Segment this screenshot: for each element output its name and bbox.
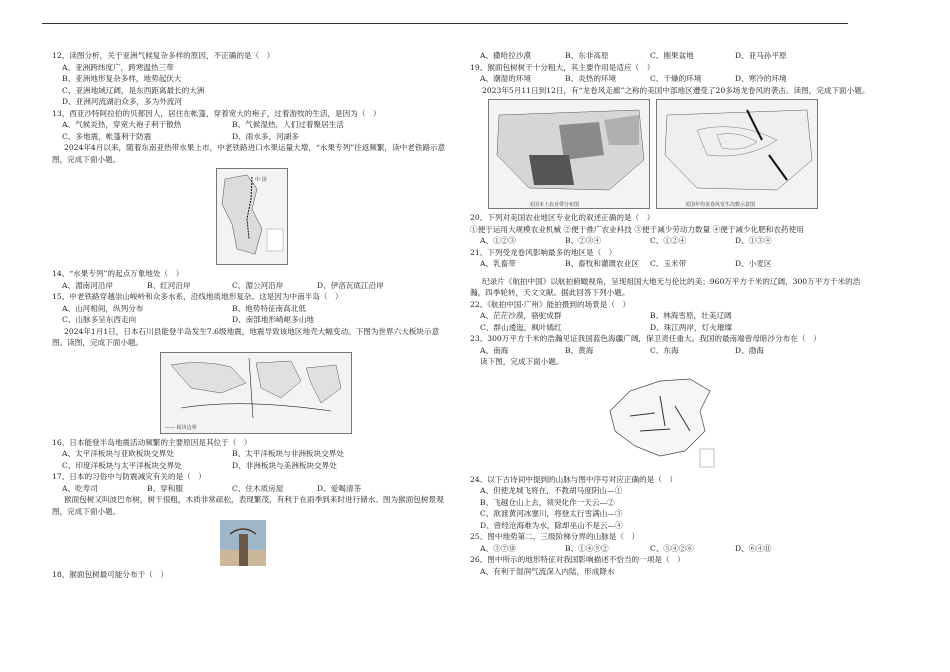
q16-option-c: C、印度洋板块与太平洋板块交界处	[62, 460, 182, 470]
q13-options-row2	[52, 131, 452, 143]
q13-option-a: A、气候炎热，穿宽大袍子利于散热	[62, 120, 182, 129]
q12-option-a: A、亚洲跨纬度广，跨寒温热三带	[62, 62, 174, 72]
q23-stem: 23、300万平方千米的浩瀚见证我国蓝色海疆广阔，保卫责任重大。我国的最南端曾母暗沙分布在（ ）	[470, 334, 821, 343]
q24-option-d: D、曾经沧海难为水，除却巫山不是云—④	[480, 520, 623, 530]
us-maps-row	[488, 99, 870, 209]
baobab-tree-photo	[220, 520, 266, 566]
q19-option-d: D、寒冷的环境	[735, 74, 787, 83]
q13-stem: 13、西亚沙特阿拉伯的贝都因人，居住在帐篷，穿着宽大的袍子，过着游牧的生活，是因为（ ）	[52, 108, 381, 118]
q19-options	[470, 73, 870, 85]
header-rule	[42, 23, 848, 24]
q13-option-b: B、气候湿热，人们过着聚居生活	[232, 120, 344, 129]
q25-stem: 25、图中地势第二、三级阶梯分界的山脉是（ ）	[470, 532, 640, 541]
passage-read-map: 读下图，完成下面小题。	[480, 357, 564, 366]
q17-option-d: D、爱喝清茶	[317, 483, 362, 493]
q26-stem: 26、图中所示的地形特征对我国影响描述不恰当的一项是（ ）	[470, 555, 685, 564]
q21-stem: 21、下列受龙卷风影响最多的地区是（ ）	[470, 247, 617, 257]
us-tornado-map-caption: 美国年均龙卷风发生次数示意图	[685, 202, 756, 208]
q18-option-b: B、东非高原	[565, 51, 609, 60]
us-agri-map-caption: 美国本土农业带分布图	[529, 202, 580, 208]
china-laos-railway-map	[216, 168, 288, 265]
q12-option-c: C、亚洲地域辽阔，是东西距离最长的大洲	[62, 85, 205, 95]
q20-option-a: A、①②③	[480, 236, 516, 245]
q15-option-b: B、地势特征南高北低	[232, 303, 306, 313]
q14-option-c: C、湄公河沿岸	[232, 280, 284, 290]
q21-option-a: A、乳畜带	[480, 259, 516, 268]
q19-option-b: B、炎热的环境	[565, 74, 617, 83]
world-plates-map	[160, 352, 352, 434]
passage-tornado: 2023年5月11日到12日，有“龙卷风走廊”之称的美国中部地区遭受了20多场龙卷风的袭击。读图，完成下面小题。	[482, 85, 870, 95]
q25-option-b: B、①④⑨②	[565, 543, 609, 553]
q14-options	[52, 280, 452, 292]
map-label-china: 中 国	[255, 177, 267, 183]
us-tornado-map-graphic	[657, 100, 817, 198]
us-agriculture-map	[488, 99, 650, 209]
q20-option-b: B、②③④	[565, 236, 601, 245]
q12-option-d: D、亚洲河流湖泊众多，多为外流河	[62, 97, 182, 106]
q15-options-row2	[52, 314, 452, 326]
q18-option-c: C、刚果盆地	[650, 51, 694, 60]
q18-stem: 18、猴面包树最可能分布于（ ）	[52, 570, 168, 579]
q17-stem: 17、日本的习俗中与防震减灾有关的是（ ）	[52, 472, 206, 481]
q13-options-row1	[52, 119, 452, 131]
baobab-tree-graphic	[220, 520, 266, 566]
passage-baobab: 猴面包树又叫波巴布树，树干很粗，木质非常疏松，表现繁茂，有利于在雨季到来时进行储水。图为猴面包树景观图，完成下面小题。	[52, 495, 444, 516]
q23-options	[470, 345, 870, 357]
q22-options-row1	[470, 310, 870, 322]
q20-options	[470, 235, 870, 247]
q20-option-d: D、①③④	[735, 236, 772, 245]
q19-stem: 19、猴面包树树干十分粗大，其主要作用是适应（ ）	[470, 62, 655, 72]
right-column	[470, 50, 870, 577]
q20-statements: ①便于运用大规模农业机械 ②便于推广农业科技 ③便于减少劳动力数量 ④便于减少化肥和农药使用	[470, 224, 804, 234]
q20-option-c: C、①②④	[650, 236, 687, 245]
q21-option-b: B、畜牧和灌溉农业区	[565, 259, 639, 268]
q26-option-a: A、有利于湿润气流深入内陆，形成降水	[480, 566, 615, 576]
q22-stem: 22、《航拍中国·广州》能拍摄到的场景是（ ）	[470, 299, 631, 309]
q14-option-b: B、红河沿岸	[147, 280, 191, 290]
q16-options-row1	[52, 448, 452, 460]
q16-option-d: D、非洲板块与美洲板块交界处	[232, 460, 337, 470]
q25-option-c: C、⑤④②⑥	[650, 543, 694, 553]
q16-options-row2	[52, 460, 452, 472]
q14-stem: 14、“水果专列”的起点万象地处（ ）	[52, 269, 184, 278]
q23-option-a: A、南海	[480, 345, 509, 355]
q22-option-c: C、群山逶迤，枫叶嫣红	[480, 322, 562, 332]
q23-option-c: C、东海	[650, 345, 679, 355]
plates-map-graphic	[161, 353, 351, 423]
q25-option-d: D、⑥④⑪	[735, 543, 772, 553]
q15-option-d: D、南部地形崎岖多山地	[232, 315, 315, 324]
q19-option-a: A、潮湿的环境	[480, 74, 532, 83]
q12-stem: 12、读图分析，关于亚洲气候复杂多样的原因，不正确的是（ ）	[52, 51, 275, 60]
q17-option-b: B、穿和服	[147, 483, 183, 493]
left-column	[52, 50, 452, 581]
passage-aerial-china: 纪录片《航拍中国》以航拍俯瞰视角，呈现祖国大地无与伦比的美；960万平方千米的辽阔，300万平方千米的浩瀚，四季轮转，天文文献。据此回答下列小题。	[470, 276, 861, 297]
plates-legend: —— 板块边界	[165, 424, 197, 431]
q15-option-a: A、山河相间，纵列分布	[62, 303, 144, 313]
railway-map-graphic	[217, 169, 287, 264]
q16-stem: 16、日本能登半岛地震活动频繁的主要原因是其位于（ ）	[52, 437, 252, 447]
us-agri-map-graphic	[489, 100, 649, 198]
passage-earthquake: 2024年1月1日，日本石川县能登半岛发生7.6级地震，地震导致该地区地壳大幅变动。下图为世界六大板块示意图。读图，完成下面小题。	[52, 326, 440, 347]
q14-option-a: A、湄南河沿岸	[62, 280, 114, 290]
q24-option-a: A、但使龙城飞将在，不教胡马度阴山—①	[480, 486, 623, 495]
q13-option-c: C、多地震，帐篷利于防震	[62, 131, 152, 141]
q23-option-d: D、渤海	[735, 345, 764, 355]
q19-option-c: C、干燥的环境	[650, 74, 702, 83]
q17-option-c: C、住木质房屋	[232, 483, 284, 493]
q17-options	[52, 483, 452, 495]
china-map-graphic	[600, 371, 720, 471]
q17-option-a: A、吃寿司	[62, 483, 98, 493]
q15-option-c: C、山脉多呈东西走向	[62, 315, 137, 324]
china-mountains-map	[600, 371, 720, 471]
q24-option-c: C、欲渡黄河冰塞川，将登太行雪满山—③	[480, 509, 623, 518]
q21-option-c: C、玉米带	[650, 259, 687, 268]
q22-options-row2	[470, 322, 870, 334]
q22-option-b: B、林海雪原，壮美辽阔	[650, 311, 732, 320]
q25-options	[470, 543, 870, 555]
q24-option-b: B、飞越仓山上去，须突化作一天云—②	[480, 497, 615, 507]
q15-options-row1	[52, 303, 452, 315]
q16-option-a: A、太平洋板块与亚欧板块交界处	[62, 449, 174, 458]
q18-options	[470, 50, 870, 62]
q22-option-d: D、珠江两岸，灯火璀璨	[650, 322, 733, 332]
q21-option-d: D、小麦区	[735, 259, 772, 268]
q23-option-b: B、黄海	[565, 345, 594, 355]
q15-stem: 15、中老铁路穿越崇山峻岭和众多水系，沿线地质地形复杂。这是因为中南半岛（ ）	[52, 292, 343, 301]
q22-option-a: A、茫茫沙漠，骆驼成群	[480, 311, 562, 320]
q16-option-b: B、太平洋板块与非洲板块交界处	[232, 449, 344, 458]
q20-stem: 20、下列对美国农业地区专业化的叙述正确的是（ ）	[470, 213, 655, 222]
q25-option-a: A、③⑦⑩	[480, 543, 516, 553]
q18-option-d: D、亚马孙平原	[735, 51, 787, 60]
us-tornado-map	[656, 99, 818, 209]
q12-option-b: B、亚洲地形复杂多样，地势起伏大	[62, 74, 182, 83]
q13-option-d: D、雨水多，河湖多	[232, 131, 299, 141]
q21-options	[470, 258, 870, 270]
q24-stem: 24、以下古诗词中提到的山脉与图中序号对应正确的是（ ）	[470, 474, 678, 484]
q14-option-d: D、伊洛瓦底江沿岸	[317, 280, 384, 290]
q18-option-a: A、撒哈拉沙漠	[480, 51, 532, 60]
passage-railway: 2024年4月以来，随着东南亚热带水果上市，中老铁路进口水果运量大增，“水果专列”往返频繁，读中老铁路示意图，完成下面小题。	[52, 143, 446, 164]
